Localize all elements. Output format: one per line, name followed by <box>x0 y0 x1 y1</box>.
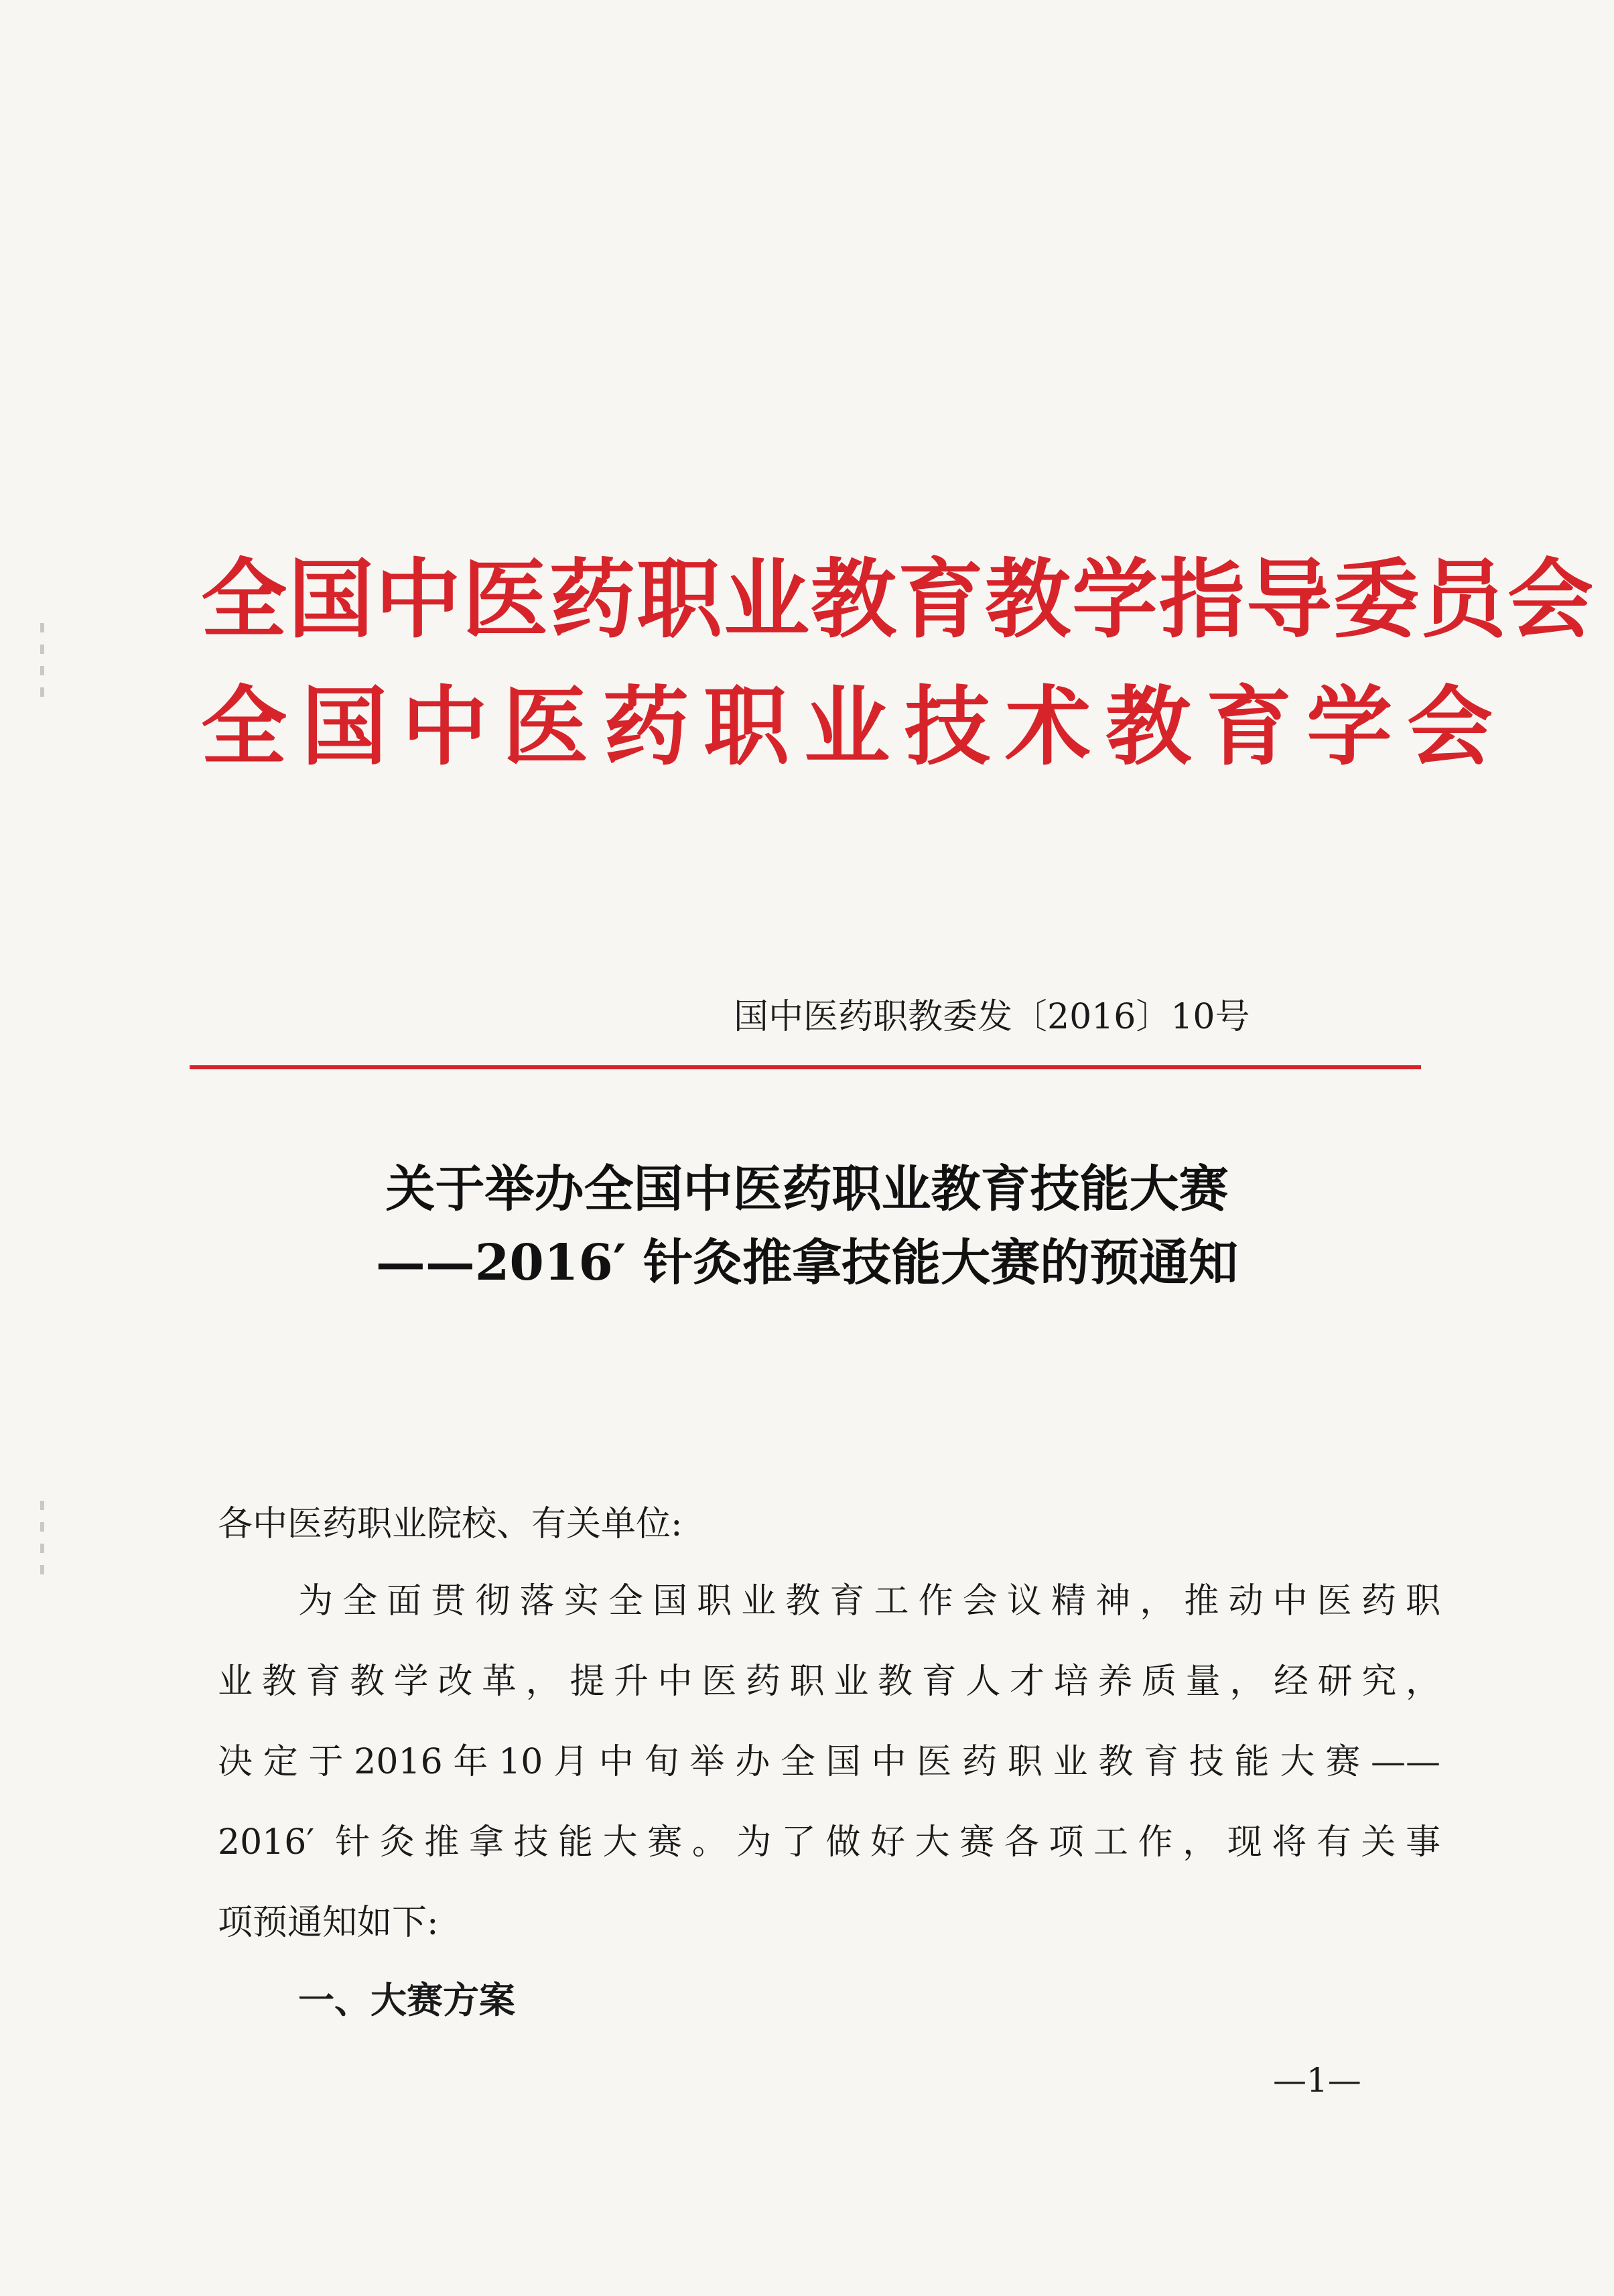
section-heading: 一、大赛方案 <box>298 1978 515 2021</box>
body-line: 2016′ 针灸推拿技能大赛。为了做好大赛各项工作，现将有关事 <box>218 1822 1440 1863</box>
red-divider-rule <box>190 1065 1421 1069</box>
document-title-line-1: 关于举办全国中医药职业教育技能大赛 <box>385 1160 1229 1218</box>
document-number: 国中医药职教委发〔2016〕10号 <box>734 997 1250 1037</box>
body-line: 业教育教学改革，提升中医药职业教育人才培养质量，经研究， <box>218 1662 1440 1702</box>
body-line: 决定于2016年10月中旬举办全国中医药职业教育技能大赛—— <box>218 1742 1440 1782</box>
page-number: —1— <box>1273 2061 1361 2100</box>
body-line: 为全面贯彻落实全国职业教育工作会议精神，推动中医药职 <box>298 1581 1440 1621</box>
scan-margin-marks-lower <box>40 1501 46 1586</box>
document-title-line-2: ——2016′ 针灸推拿技能大赛的预通知 <box>375 1234 1239 1292</box>
issuer-header-line-2: 全国中医药职业技术教育学会 <box>201 677 1508 777</box>
scan-margin-marks <box>40 623 46 709</box>
salutation: 各中医药职业院校、有关单位: <box>218 1504 683 1544</box>
body-line: 项预通知如下: <box>218 1903 439 1943</box>
issuer-header-line-1: 全国中医药职业教育教学指导委员会 <box>201 549 1595 650</box>
